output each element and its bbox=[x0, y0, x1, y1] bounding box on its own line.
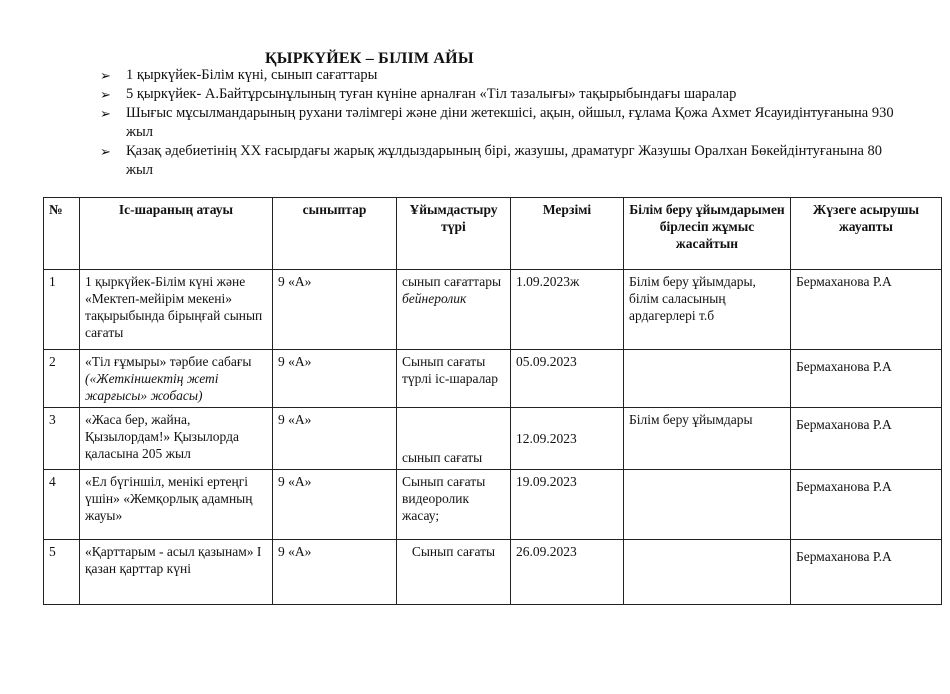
header-date: Мерзімі bbox=[511, 198, 624, 270]
cell-type bbox=[397, 350, 511, 408]
cell-name bbox=[80, 270, 273, 350]
cell-partners: Білім беру ұйымдары, білім саласының ардагерлері т.б bbox=[624, 270, 791, 350]
cell-name: «Қарттарым - асыл қазынам» І қазан қарттар күні bbox=[80, 540, 273, 605]
header-type: Ұйымдастыру түрі bbox=[397, 198, 511, 270]
bullet-text: Қазақ әдебиетінің ХХ ғасырдағы жарық жұлдыздарының бірі, жазушы, драматург Жазушы Оралхан Бөкейдінтуғанына 80 жыл bbox=[126, 143, 883, 178]
header-responsible: Жүзеге асырушы жауапты bbox=[791, 198, 942, 270]
cell-name bbox=[80, 350, 273, 408]
cell-num: 1 bbox=[44, 270, 80, 350]
header-partners: Білім беру ұйымдарымен бірлесіп жұмыс жасайтын bbox=[624, 198, 791, 270]
arrow-bullet-icon: ➢ bbox=[100, 106, 111, 121]
cell-responsible: Бермаханова Р.А bbox=[791, 408, 942, 470]
cell-type: сынып сағаты bbox=[397, 408, 511, 470]
cell-num: 4 bbox=[44, 470, 80, 540]
cell-classes: 9 «А» bbox=[273, 270, 397, 350]
cell-num: 3 bbox=[44, 408, 80, 470]
cell-date: 26.09.2023 bbox=[511, 540, 624, 605]
cell-type-text: сынып сағаттары bbox=[402, 274, 502, 289]
page-title: ҚЫРКҮЙЕК – БІЛІМ АЙЫ bbox=[265, 50, 474, 67]
cell-name-text: «Тіл ғұмыры» тәрбие сабағы bbox=[85, 354, 252, 369]
cell-type-note: түрлі іс-шаралар bbox=[402, 371, 499, 386]
cell-partners bbox=[624, 540, 791, 605]
table-row bbox=[44, 470, 942, 540]
cell-type bbox=[397, 470, 511, 540]
cell-date: 05.09.2023 bbox=[511, 350, 624, 408]
bullet-text: Шығыс мұсылмандарының рухани тәлімгері және діни жетекшісі, ақын, ойшыл, ғұлама Қожа Ахмет Ясауидінтуғанына 930 жыл bbox=[126, 105, 894, 140]
cell-responsible: Бермаханова Р.А bbox=[791, 470, 942, 540]
arrow-bullet-icon: ➢ bbox=[100, 68, 111, 83]
table-header-row bbox=[44, 198, 942, 270]
cell-partners bbox=[624, 350, 791, 408]
cell-num: 2 bbox=[44, 350, 80, 408]
cell-name-note: («Жеткіншектің жеті жарғысы» жобасы) bbox=[85, 371, 219, 403]
table-row bbox=[44, 270, 942, 350]
cell-type-text: Сынып сағаты bbox=[402, 474, 486, 489]
cell-responsible: Бермаханова Р.А bbox=[791, 270, 942, 350]
cell-classes: 9 «А» bbox=[273, 350, 397, 408]
cell-name: «Ел бүгіншіл, менікі ертеңгі үшін» «Жемқорлық адамның жауы» bbox=[80, 470, 273, 540]
cell-name: «Жаса бер, жайна, Қызылордам!» Қызылорда қаласына 205 жыл bbox=[80, 408, 273, 470]
cell-date: 1.09.2023ж bbox=[511, 270, 624, 350]
header-num: № bbox=[44, 198, 80, 270]
cell-type-note: бейнеролик bbox=[402, 291, 467, 306]
events-table bbox=[43, 197, 942, 605]
cell-partners: Білім беру ұйымдары bbox=[624, 408, 791, 470]
cell-type: Сынып сағаты bbox=[397, 540, 511, 605]
cell-num: 5 bbox=[44, 540, 80, 605]
cell-type-text: Сынып сағаты bbox=[402, 354, 486, 369]
table-row bbox=[44, 350, 942, 408]
header-name: Іс-шараның атауы bbox=[80, 198, 273, 270]
bullet-item bbox=[100, 104, 900, 142]
bullet-text: 1 қыркүйек-Білім күні, сынып сағаттары bbox=[126, 67, 378, 83]
bullet-list bbox=[100, 66, 900, 180]
cell-partners bbox=[624, 470, 791, 540]
header-classes: сыныптар bbox=[273, 198, 397, 270]
arrow-bullet-icon: ➢ bbox=[100, 87, 111, 102]
cell-classes: 9 «А» bbox=[273, 540, 397, 605]
cell-responsible: Бермаханова Р.А bbox=[791, 540, 942, 605]
cell-classes: 9 «А» bbox=[273, 408, 397, 470]
cell-classes: 9 «А» bbox=[273, 470, 397, 540]
cell-date: 12.09.2023 bbox=[511, 408, 624, 470]
bullet-text: 5 қыркүйек- А.Байтұрсынұлының туған күніне арналған «Тіл тазалығы» тақырыбындағы шаралар bbox=[126, 86, 737, 102]
arrow-bullet-icon: ➢ bbox=[100, 144, 111, 159]
bullet-item bbox=[100, 142, 900, 180]
table-row bbox=[44, 408, 942, 470]
bullet-item bbox=[100, 66, 900, 85]
cell-name-text: 1 қыркүйек-Білім күні және «Мектеп-мейірім мекені» тақырыбында бірыңғай сынып сағаты bbox=[85, 274, 263, 340]
cell-type-note: видеоролик жасау; bbox=[402, 491, 470, 523]
cell-type bbox=[397, 270, 511, 350]
table-row bbox=[44, 540, 942, 605]
bullet-item bbox=[100, 85, 900, 104]
cell-date: 19.09.2023 bbox=[511, 470, 624, 540]
cell-responsible: Бермаханова Р.А bbox=[791, 350, 942, 408]
